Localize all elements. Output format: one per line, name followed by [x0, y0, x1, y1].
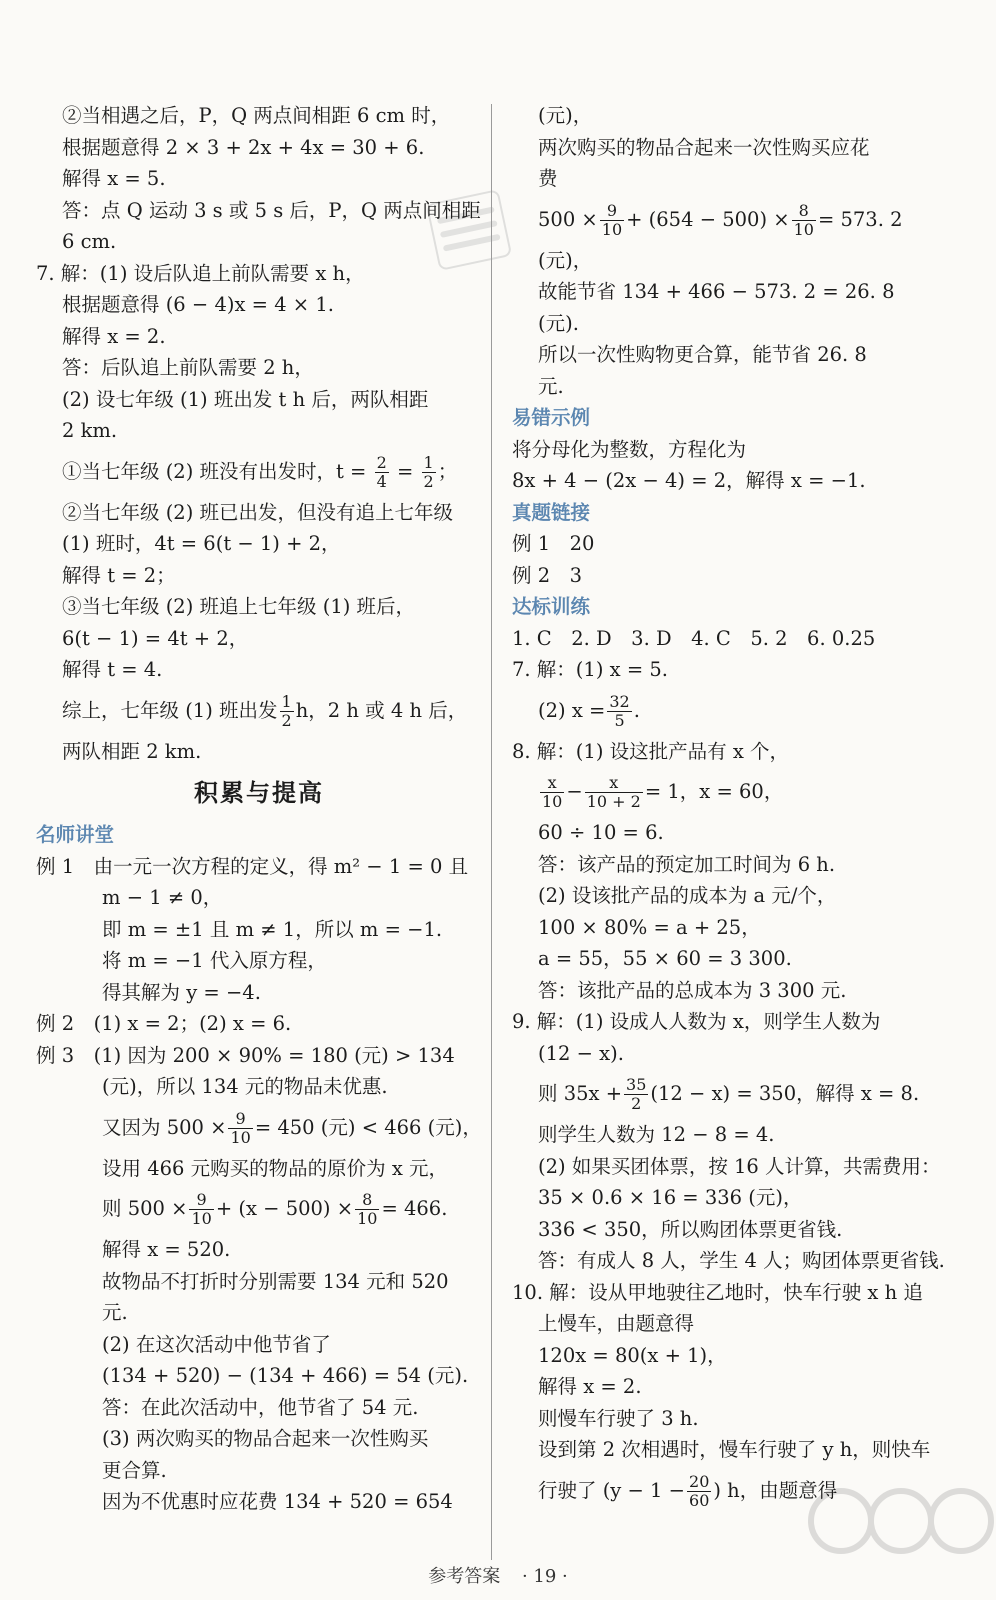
- sub-heading: 名师讲堂: [36, 823, 115, 846]
- text-line: 解得 x = 5.: [62, 167, 166, 190]
- fraction: [422, 452, 436, 491]
- text-line: 根据题意得 2 × 3 + 2x + 4x = 30 + 6.: [62, 135, 425, 159]
- formula-line: [512, 767, 964, 817]
- text-line: 答：后队追上前队需要 2 h，: [62, 356, 314, 379]
- text-line: 100 × 80% = a + 25，: [538, 915, 761, 939]
- formula-line: [512, 195, 964, 245]
- text-line: 120x = 80(x + 1)，: [538, 1343, 727, 1367]
- text-segment: (12 − x) = 350，解得 x = 8.: [650, 1082, 920, 1105]
- text-line: 则慢车行驶了 3 h.: [538, 1406, 699, 1430]
- text-line: (元)，: [538, 248, 593, 272]
- text-line: 将 m = −1 代入原方程，: [102, 949, 327, 972]
- formula-line: [512, 1466, 964, 1516]
- text-line: 例 2 3: [512, 563, 583, 587]
- text-line: 元.: [102, 1301, 128, 1324]
- fraction: [540, 775, 564, 810]
- fraction-numerator: 8: [355, 1192, 379, 1210]
- text-line: 例 2 (1) x = 2；(2) x = 6.: [36, 1012, 292, 1035]
- fraction-denominator: 2: [631, 1094, 642, 1113]
- text-line: 将分母化为整数，方程化为: [512, 437, 747, 461]
- text-line: 336 < 350，所以购团体票更省钱.: [538, 1217, 843, 1241]
- minus-sign: −: [566, 780, 583, 803]
- fraction-denominator: 10: [793, 219, 814, 239]
- text-segment: = 466.: [381, 1197, 448, 1220]
- text-line: 元.: [538, 374, 564, 398]
- fraction-numerator: x: [540, 775, 564, 793]
- right-column: [512, 100, 964, 1516]
- text-line: (134 + 520) − (134 + 466) = 54 (元).: [102, 1364, 469, 1387]
- text-segment: ) h，由题意得: [713, 1478, 838, 1502]
- text-line: 答：点 Q 运动 3 s 或 5 s 后，P，Q 两点间相距: [62, 198, 481, 222]
- text-segment: 又因为 500 ×: [102, 1115, 227, 1139]
- text-line: (元)，所以 134 元的物品未优惠.: [102, 1075, 388, 1098]
- text-line: 答：有成人 8 人，学生 4 人；购团体票更省钱.: [538, 1249, 945, 1272]
- fraction-denominator: 10: [601, 219, 623, 239]
- section-title: 积累与提高: [194, 779, 324, 807]
- fraction: [624, 1077, 648, 1112]
- text-line: 8x + 4 − (2x − 4) = 2，解得 x = −1.: [512, 469, 866, 492]
- fraction-denominator: 10: [230, 1127, 251, 1147]
- text-segment: 则 35x +: [538, 1082, 623, 1105]
- text-segment: = 450 (元) < 466 (元)，: [254, 1115, 482, 1139]
- punctuation: ；: [437, 459, 458, 483]
- fraction-denominator: 10: [357, 1209, 378, 1228]
- fraction-numerator: 1: [281, 691, 292, 711]
- fraction: [687, 1471, 711, 1510]
- text-line: 6 cm.: [62, 230, 117, 253]
- text-line: 答：该批产品的总成本为 3 300 元.: [538, 978, 847, 1002]
- text-line: 故物品不打折时分别需要 134 元和 520: [102, 1269, 449, 1293]
- text-line: 例 1 20: [512, 532, 595, 555]
- fraction-numerator: 35: [626, 1075, 647, 1094]
- text-segment: + (654 − 500) ×: [626, 207, 790, 231]
- fraction-numerator: 32: [609, 691, 630, 711]
- sub-heading: 易错示例: [512, 406, 591, 429]
- text-line: 答：该产品的预定加工时间为 6 h.: [538, 852, 836, 876]
- fraction: [585, 775, 643, 810]
- text-line: 35 × 0.6 × 16 = 336 (元)，: [538, 1186, 803, 1209]
- fraction-numerator: 2: [376, 452, 387, 472]
- text-segment: (2) x =: [538, 698, 606, 722]
- text-line: 答：在此次活动中，他节省了 54 元.: [102, 1395, 419, 1419]
- punctuation: .: [633, 698, 640, 722]
- text-line: (2) 设该批产品的成本为 a 元/个，: [538, 884, 837, 907]
- text-line: 8. 解：(1) 设这批产品有 x 个，: [512, 739, 790, 763]
- fraction: [355, 1192, 379, 1227]
- text-line: (2) 在这次活动中他节省了: [102, 1332, 331, 1356]
- sub-heading: 达标训练: [512, 595, 591, 618]
- text-line: (1) 班时，4t = 6(t − 1) + 2，: [62, 532, 341, 555]
- text-line: 更合算.: [102, 1458, 167, 1482]
- fraction: [375, 452, 389, 491]
- text-line: 解得 t = 4.: [62, 658, 163, 681]
- text-segment: 综上，七年级 (1) 班出发: [62, 698, 278, 722]
- text-line: (2) 如果买团体票，按 16 人计算，共需费用：: [538, 1154, 941, 1178]
- text-line: 两队相距 2 km.: [62, 739, 202, 763]
- fraction-numerator: 9: [600, 203, 624, 221]
- formula-line: [36, 1103, 482, 1153]
- text-segment: ①当七年级 (2) 班没有出发时，t =: [62, 459, 367, 483]
- fraction-numerator: x: [585, 775, 643, 793]
- formula-line: [36, 686, 482, 736]
- footer-label: 参考答案: [428, 1566, 501, 1587]
- text-line: 即 m = ±1 且 m ≠ 1，所以 m = −1.: [102, 917, 443, 941]
- text-line: ②当七年级 (2) 班已出发，但没有追上七年级: [62, 500, 454, 524]
- text-line: 设用 466 元购买的物品的原价为 x 元，: [102, 1156, 449, 1180]
- fraction-numerator: 9: [228, 1111, 252, 1129]
- text-line: (3) 两次购买的物品合起来一次性购买: [102, 1427, 429, 1450]
- text-line: 解得 x = 2.: [538, 1375, 642, 1398]
- text-line: 故能节省 134 + 466 − 573. 2 = 26. 8: [538, 280, 895, 303]
- text-line: 7. 解：(1) 设后队追上前队需要 x h，: [36, 261, 365, 285]
- text-line: 解得 x = 2.: [62, 324, 166, 348]
- text-line: 解得 x = 520.: [102, 1238, 231, 1261]
- fraction-denominator: 5: [614, 710, 625, 730]
- fraction: [189, 1192, 213, 1227]
- text-line: 设到第 2 次相遇时，慢车行驶了 y h，则快车: [538, 1438, 931, 1461]
- text-segment: = 573. 2: [817, 207, 903, 231]
- text-line: 例 1 由一元一次方程的定义，得 m² − 1 = 0 且: [36, 854, 469, 878]
- fraction-denominator: 2: [281, 710, 292, 730]
- fraction: [600, 200, 624, 239]
- text-line: m − 1 ≠ 0，: [102, 886, 223, 909]
- text-line: 例 3 (1) 因为 200 × 90% = 180 (元) > 134: [36, 1043, 455, 1067]
- fraction-numerator: 9: [189, 1192, 213, 1210]
- text-line: 根据题意得 (6 − 4)x = 4 × 1.: [62, 293, 334, 316]
- text-line: 1. C 2. D 3. D 4. C 5. 2 6. 0.25: [512, 626, 876, 650]
- text-line: 解得 t = 2；: [62, 563, 176, 587]
- text-segment: h，2 h 或 4 h 后，: [295, 698, 468, 722]
- text-line: 费: [538, 167, 558, 190]
- fraction: [280, 691, 294, 730]
- text-line: a = 55，55 × 60 = 3 300.: [538, 947, 792, 970]
- fraction-denominator: 10: [542, 792, 563, 811]
- text-segment: + (x − 500) ×: [215, 1197, 354, 1220]
- formula-line: [512, 1069, 964, 1119]
- text-line: ②当相遇之后，P，Q 两点间相距 6 cm 时，: [62, 104, 451, 127]
- fraction: [228, 1108, 252, 1147]
- text-line: 60 ÷ 10 = 6.: [538, 821, 664, 844]
- text-line: (12 − x).: [538, 1041, 624, 1065]
- formula-line: [512, 686, 964, 736]
- fraction-numerator: 8: [792, 203, 816, 221]
- text-segment: = 1，x = 60，: [644, 780, 784, 803]
- text-line: 10. 解：设从甲地驶往乙地时，快车行驶 x h 追: [512, 1280, 923, 1304]
- text-line: 2 km.: [62, 419, 118, 442]
- text-line: ③当七年级 (2) 班追上七年级 (1) 班后，: [62, 595, 416, 618]
- fraction-numerator: 20: [689, 1471, 710, 1491]
- text-line: 7. 解：(1) x = 5.: [512, 658, 668, 681]
- fraction-denominator: 10: [191, 1209, 212, 1228]
- fraction: [792, 200, 816, 239]
- sub-heading: 真题链接: [512, 500, 591, 524]
- text-line: (2) 设七年级 (1) 班出发 t h 后，两队相距: [62, 387, 429, 411]
- text-line: (元)，: [538, 104, 593, 127]
- text-line: 上慢车，由题意得: [538, 1312, 695, 1335]
- fraction: [607, 691, 631, 730]
- fraction-denominator: 10 + 2: [586, 792, 641, 811]
- text-line: 则学生人数为 12 − 8 = 4.: [538, 1123, 775, 1146]
- formula-line: [36, 447, 482, 497]
- text-line: 因为不优惠时应花费 134 + 520 = 654: [102, 1490, 453, 1513]
- fraction-denominator: 2: [423, 471, 434, 491]
- text-line: 所以一次性购物更合算，能节省 26. 8: [538, 343, 867, 366]
- text-segment: 500 ×: [538, 207, 598, 231]
- equals-sign: =: [397, 459, 414, 483]
- text-segment: 行驶了 (y − 1 −: [538, 1478, 686, 1502]
- page-number: · 19 ·: [521, 1566, 568, 1587]
- text-line: 两次购买的物品合起来一次性购买应花: [538, 135, 870, 159]
- fraction-denominator: 60: [689, 1490, 710, 1510]
- formula-line: [36, 1184, 482, 1234]
- text-line: (元).: [538, 311, 579, 335]
- page-footer: [0, 1562, 996, 1588]
- column-divider: [491, 104, 492, 1560]
- left-column: [36, 100, 482, 1518]
- text-line: 9. 解：(1) 设成人人数为 x，则学生人数为: [512, 1010, 881, 1033]
- text-line: 6(t − 1) = 4t + 2，: [62, 626, 249, 650]
- fraction-denominator: 4: [376, 471, 387, 491]
- text-segment: 则 500 ×: [102, 1197, 188, 1220]
- text-line: 得其解为 y = −4.: [102, 980, 261, 1004]
- fraction-numerator: 1: [423, 452, 434, 472]
